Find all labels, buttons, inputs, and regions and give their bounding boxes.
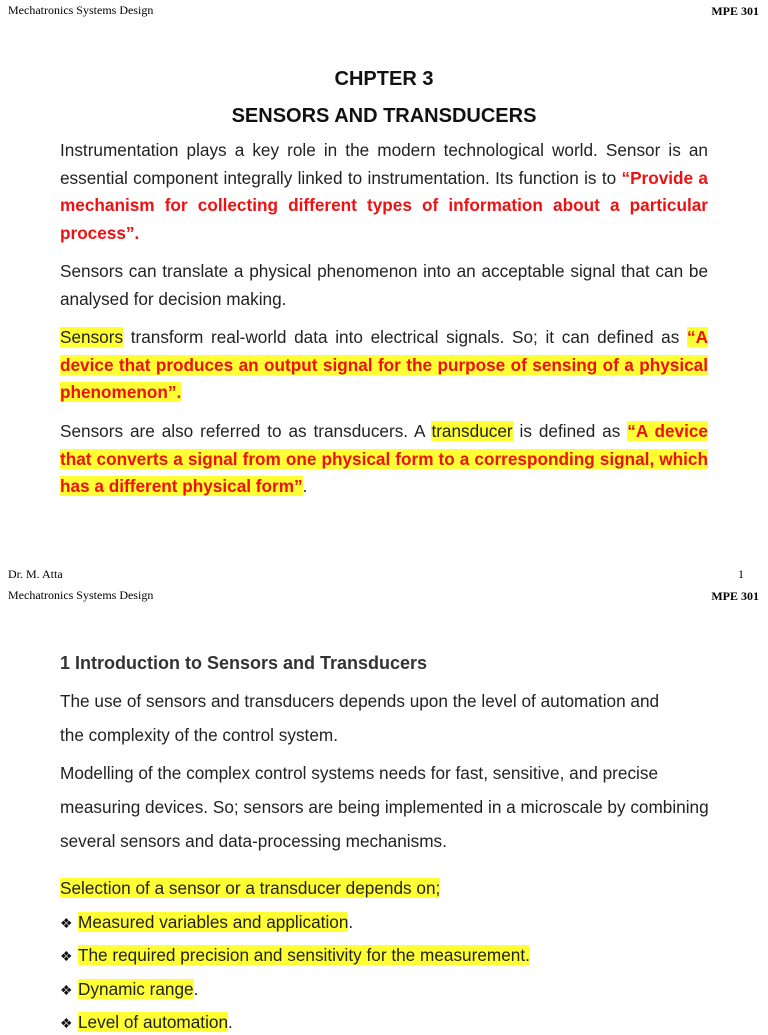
page-header-course-title: Mechatronics Systems Design: [8, 3, 154, 17]
sensor-definition-quote: “A device that produces an output signal for the purpose of sensing of a physical phenomenon”.: [60, 327, 708, 403]
paragraph-text: Sensors are also referred to as transducers. A: [60, 421, 432, 441]
list-item: ❖ Level of automation.: [60, 1010, 233, 1035]
paragraph-end: .: [302, 476, 308, 497]
list-item: ❖ Measured variables and application.: [60, 910, 353, 935]
section-title: 1 Introduction to Sensors and Transducers: [60, 653, 428, 673]
transducer-definition-quote: “A device that converts a signal from one physical form to a corresponding signal, which has a different physical form”: [60, 421, 708, 497]
sensors-term: Sensors: [60, 327, 124, 347]
diamond-bullet-icon: ❖: [60, 1015, 73, 1031]
selection-intro: Selection of a sensor or a transducer depends on;: [60, 878, 441, 898]
paragraph-sensor-definition: [60, 324, 708, 407]
page-header-course-code: MPE 301: [711, 589, 759, 603]
function-definition-quote: “Provide a mechanism for collecting different types of information about a particular process”.: [60, 167, 708, 243]
list-item: ❖ Dynamic range.: [60, 977, 198, 1002]
diamond-bullet-icon: ❖: [60, 982, 73, 998]
paragraph-sensor-translate: Sensors can translate a physical phenomenon into an acceptable signal that can be analysed for decision making.: [60, 261, 708, 309]
chapter-title: SENSORS AND TRANSDUCERS: [231, 105, 537, 127]
diamond-bullet-icon: ❖: [60, 915, 73, 931]
paragraph-text: transform real-world data into electrical signals. So; it can defined as: [123, 327, 687, 347]
page-footer-author: Dr. M. Atta: [8, 567, 63, 581]
paragraph-text: Instrumentation plays a key role in the modern technological world. Sensor is an essential component integrally linked to instrumentation. Its function is to: [60, 140, 708, 188]
page-number: 1: [738, 567, 744, 581]
list-item: ❖ The required precision and sensitivity for the measurement.: [60, 943, 530, 968]
page-header-course-code: MPE 301: [711, 4, 759, 18]
paragraph-transducer-definition: [60, 418, 708, 501]
chapter-heading: CHPTER 3: [334, 68, 434, 90]
transducer-term: transducer: [431, 421, 513, 441]
page-header-course-title: Mechatronics Systems Design: [8, 588, 154, 602]
diamond-bullet-icon: ❖: [60, 948, 73, 964]
paragraph-modelling: Modelling of the complex control systems needs for fast, sensitive, and precise measuring devices. So; sensors are being implemented in a microscale by combining several sensors and data-processing mechanisms.: [60, 763, 709, 851]
paragraph-text: is defined as: [512, 421, 628, 441]
paragraph-instrumentation: [60, 137, 708, 247]
paragraph-use-of-sensors: The use of sensors and transducers depends upon the level of automation and the complexity of the control system.: [60, 691, 660, 745]
